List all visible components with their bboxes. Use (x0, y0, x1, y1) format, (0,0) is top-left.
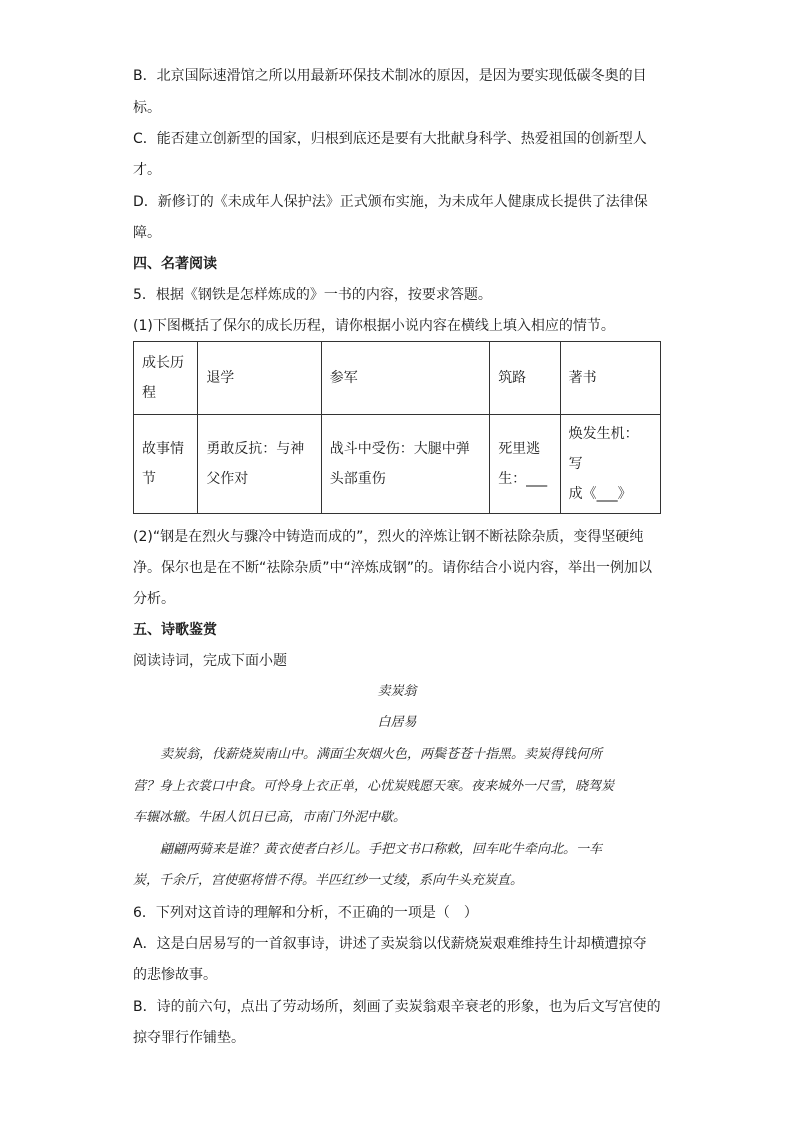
poem-author: 白居易 (377, 715, 417, 730)
table-cell: 筑路 (490, 342, 560, 415)
cell-text: 故事情 (142, 441, 184, 457)
cell-text: 焕发生机：写 (568, 426, 639, 472)
cell-text: 勇敢反抗：与神 (206, 441, 305, 457)
option-6a-text: A．这是白居易写的一首叙事诗，讲述了卖炭翁以伐薪烧炭艰难维持生计却横遭掠夺 (133, 936, 647, 952)
table-cell: 退学 (198, 342, 321, 415)
cell-text: 程 (142, 385, 156, 401)
table-cell (560, 415, 660, 514)
question-5-part-2: (2)“钢是在烈火与骤冷中铸造而成的”，烈火的淬炼让钢不断祛除杂质，变得坚硬纯 (133, 529, 644, 545)
poem-stanza-1-cont: 营？身上衣裳口中食。可怜身上衣正单，心忧炭贱愿天寒。夜来城外一尺雪，晓驾炭 (133, 779, 615, 794)
section-heading-4: 四、名著阅读 (133, 256, 217, 272)
cell-text: 生：___ (498, 471, 548, 487)
table-cell (134, 415, 198, 514)
growth-table (133, 341, 661, 514)
question-5-part-2-cont: 净。保尔也是在不断“祛除杂质”中“淬炼成钢”的。请你结合小说内容，举出一例加以 (133, 560, 653, 576)
poem-stanza-2: 翩翩两骑来是谁？黄衣使者白衫儿。手把文书口称敕，回车叱牛牵向北。一车 (160, 842, 603, 857)
cell-text: 成长历 (142, 355, 184, 371)
option-c-text-cont: 才。 (133, 162, 161, 178)
option-6a-text-cont: 的悲惨故事。 (133, 967, 217, 983)
cell-text: 头部重伤 (329, 471, 386, 487)
cell-text: 父作对 (206, 471, 249, 487)
poem-stanza-1-cont: 车辗冰辙。牛困人饥日已高，市南门外泥中歇。 (133, 810, 407, 825)
option-b-text: B．北京国际速滑馆之所以用最新环保技术制冰的原因，是因为要实现低碳冬奥的目 (133, 68, 647, 84)
question-5-part-1: (1)下图概括了保尔的成长历程，请你根据小说内容在横线上填入相应的情节。 (133, 318, 615, 334)
option-c-text: C．能否建立创新型的国家，归根到底还是要有大批献身科学、热爱祖国的创新型人 (133, 131, 647, 147)
table-cell (198, 415, 321, 514)
question-5-part-2-cont: 分析。 (133, 591, 175, 607)
poem-stanza-1: 卖炭翁，伐薪烧炭南山中。满面尘灰烟火色，两鬓苍苍十指黑。卖炭得钱何所 (160, 747, 603, 762)
option-6b-text-cont: 掠夺罪行作铺垫。 (133, 1030, 245, 1046)
cell-text: 死里逃 (498, 441, 541, 457)
table-row (134, 342, 661, 415)
cell-text: 成《___》 (568, 486, 632, 502)
question-5: 5．根据《钢铁是怎样炼成的》一书的内容，按要求答题。 (133, 287, 492, 303)
cell-text: 节 (142, 471, 156, 487)
table-cell (321, 415, 489, 514)
table-cell: 参军 (321, 342, 489, 415)
table-cell: 著书 (560, 342, 660, 415)
option-6b-text: B．诗的前六句，点出了劳动场所，刻画了卖炭翁艰辛衰老的形象，也为后文写宫使的 (133, 999, 661, 1015)
section-heading-5: 五、诗歌鉴赏 (133, 622, 217, 638)
cell-text: 战斗中受伤：大腿中弹 (329, 441, 470, 457)
table-row (134, 415, 661, 514)
option-d-text: D．新修订的《未成年人保护法》正式颁布实施，为未成年人健康成长提供了法律保 (133, 194, 648, 210)
option-b-text-cont: 标。 (133, 100, 161, 116)
question-6: 6．下列对这首诗的理解和分析，不正确的一项是（ ） (133, 905, 478, 921)
table-cell (134, 342, 198, 415)
poem-stanza-2-cont: 炭，千余斤，宫使驱将惜不得。半匹红纱一丈绫，系向牛头充炭直。 (133, 873, 524, 888)
poem-title: 卖炭翁 (377, 684, 417, 699)
option-d-text-cont: 障。 (133, 225, 161, 241)
reading-instruction: 阅读诗词，完成下面小题 (133, 653, 287, 669)
table-cell (490, 415, 560, 514)
